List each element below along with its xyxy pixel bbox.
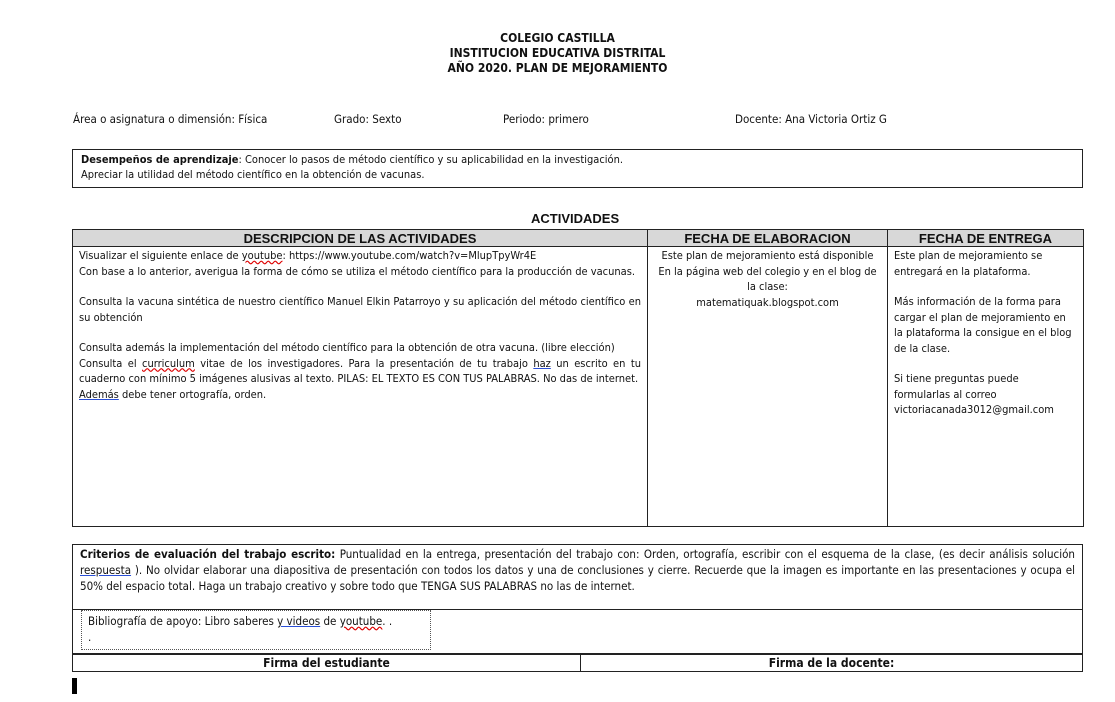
delivery-l3: Si tiene preguntas puede formularlas al correo victoriacanada3012@gmail.com — [894, 372, 1054, 416]
text-cursor[interactable] — [72, 678, 77, 694]
desc-p5: Consulta el curriculum vitae de los investigadores. Para la presentación de tu trabajo haz un escrito en tu cuaderno con mínimo 5 imágenes alusivas al texto. PILAS: EL TEXTO ES CON TUS PALABRAS. No das de internet. — [79, 356, 641, 385]
delivery-cell — [888, 247, 1084, 527]
desc-p6: Además debe tener ortografía, orden. — [79, 387, 267, 401]
teacher-field: Docente: Ana Victoria Ortiz G — [735, 112, 887, 126]
date-made-cell — [648, 247, 888, 527]
school-name: COLEGIO CASTILLA — [500, 31, 615, 45]
desc-p2: Con base a lo anterior, averigua la forma de cómo se utiliza el método científico para la producción de vacunas. — [79, 264, 635, 278]
col-description-header: DESCRIPCION DE LAS ACTIVIDADES — [73, 230, 648, 247]
date-made-l2: En la página web del colegio y en el blog de la clase: — [658, 264, 877, 293]
desc-p4: Consulta además la implementación del método científico para la obtención de otra vacuna. (libre elección) — [79, 341, 615, 354]
description-cell — [73, 247, 648, 527]
bibliography-text: Bibliografía de apoyo: Libro saberes y videos de youtube. . — [88, 614, 393, 628]
criteria-label: Criterios de evaluación del trabajo escrito: — [80, 547, 336, 561]
teacher-signature-label: Firma de la docente: — [768, 656, 895, 670]
col-date-made-header: FECHA DE ELABORACION — [648, 230, 888, 247]
delivery-l2: Más información de la forma para cargar el plan de mejoramiento en la plataforma la consigue en el blog de la clase. — [894, 295, 1072, 355]
grade-field: Grado: Sexto — [334, 112, 402, 126]
performance-label: Desempeños de aprendizaje — [81, 153, 239, 166]
col-delivery-header: FECHA DE ENTREGA — [888, 230, 1084, 247]
activities-table — [72, 229, 1084, 527]
student-signature-label: Firma del estudiante — [263, 656, 390, 670]
area-field: Área o asignatura o dimensión: Física — [73, 112, 268, 126]
date-made-l1: Este plan de mejoramiento está disponible — [661, 249, 874, 262]
desc-p3: Consulta la vacuna sintética de nuestro científico Manuel Elkin Patarroyo y su aplicación del método científico en su obtención — [79, 295, 641, 324]
performance-line2: Apreciar la utilidad del método científico en la obtención de vacunas. — [81, 168, 425, 181]
criteria-text-a: Puntualidad en la entrega, presentación del trabajo con: Orden, ortografía, escribir con el esquema de la clase, (es decir análisis solución — [335, 547, 1075, 561]
bibliography-box — [81, 610, 431, 650]
performance-line1: : Conocer lo pasos de método científico y su aplicabilidad en la investigación. — [238, 153, 623, 166]
criteria-box — [72, 544, 1083, 610]
performance-box — [72, 149, 1083, 188]
date-made-l3: matematiquak.blogspot.com — [696, 295, 839, 309]
teacher-signature-cell — [580, 654, 1083, 672]
activities-title: ACTIVIDADES — [531, 211, 620, 226]
bibliography-dot: . — [88, 630, 92, 644]
institution-name: INSTITUCION EDUCATIVA DISTRITAL — [449, 46, 666, 60]
criteria-word: respuesta — [80, 563, 132, 577]
criteria-text-b: ). No olvidar elaborar una diapositiva de presentación con todos los datos y una de conclusiones y cierre. Recuerde que la imagen es importante en las presentaciones y ocupa el 50% del espacio total. Haga un trabajo creativo y sobre todo que TENGA SUS PALABRAS no las de internet. — [80, 563, 1075, 593]
year-plan-title: AÑO 2020. PLAN DE MEJORAMIENTO — [447, 61, 668, 75]
student-signature-cell — [72, 654, 581, 672]
delivery-l1: Este plan de mejoramiento se entregará en la plataforma. — [894, 249, 1043, 278]
period-field: Periodo: primero — [503, 112, 589, 126]
desc-p1: Visualizar el siguiente enlace de youtube: https://www.youtube.com/watch?v=MlupTpyWr4E — [79, 249, 537, 262]
